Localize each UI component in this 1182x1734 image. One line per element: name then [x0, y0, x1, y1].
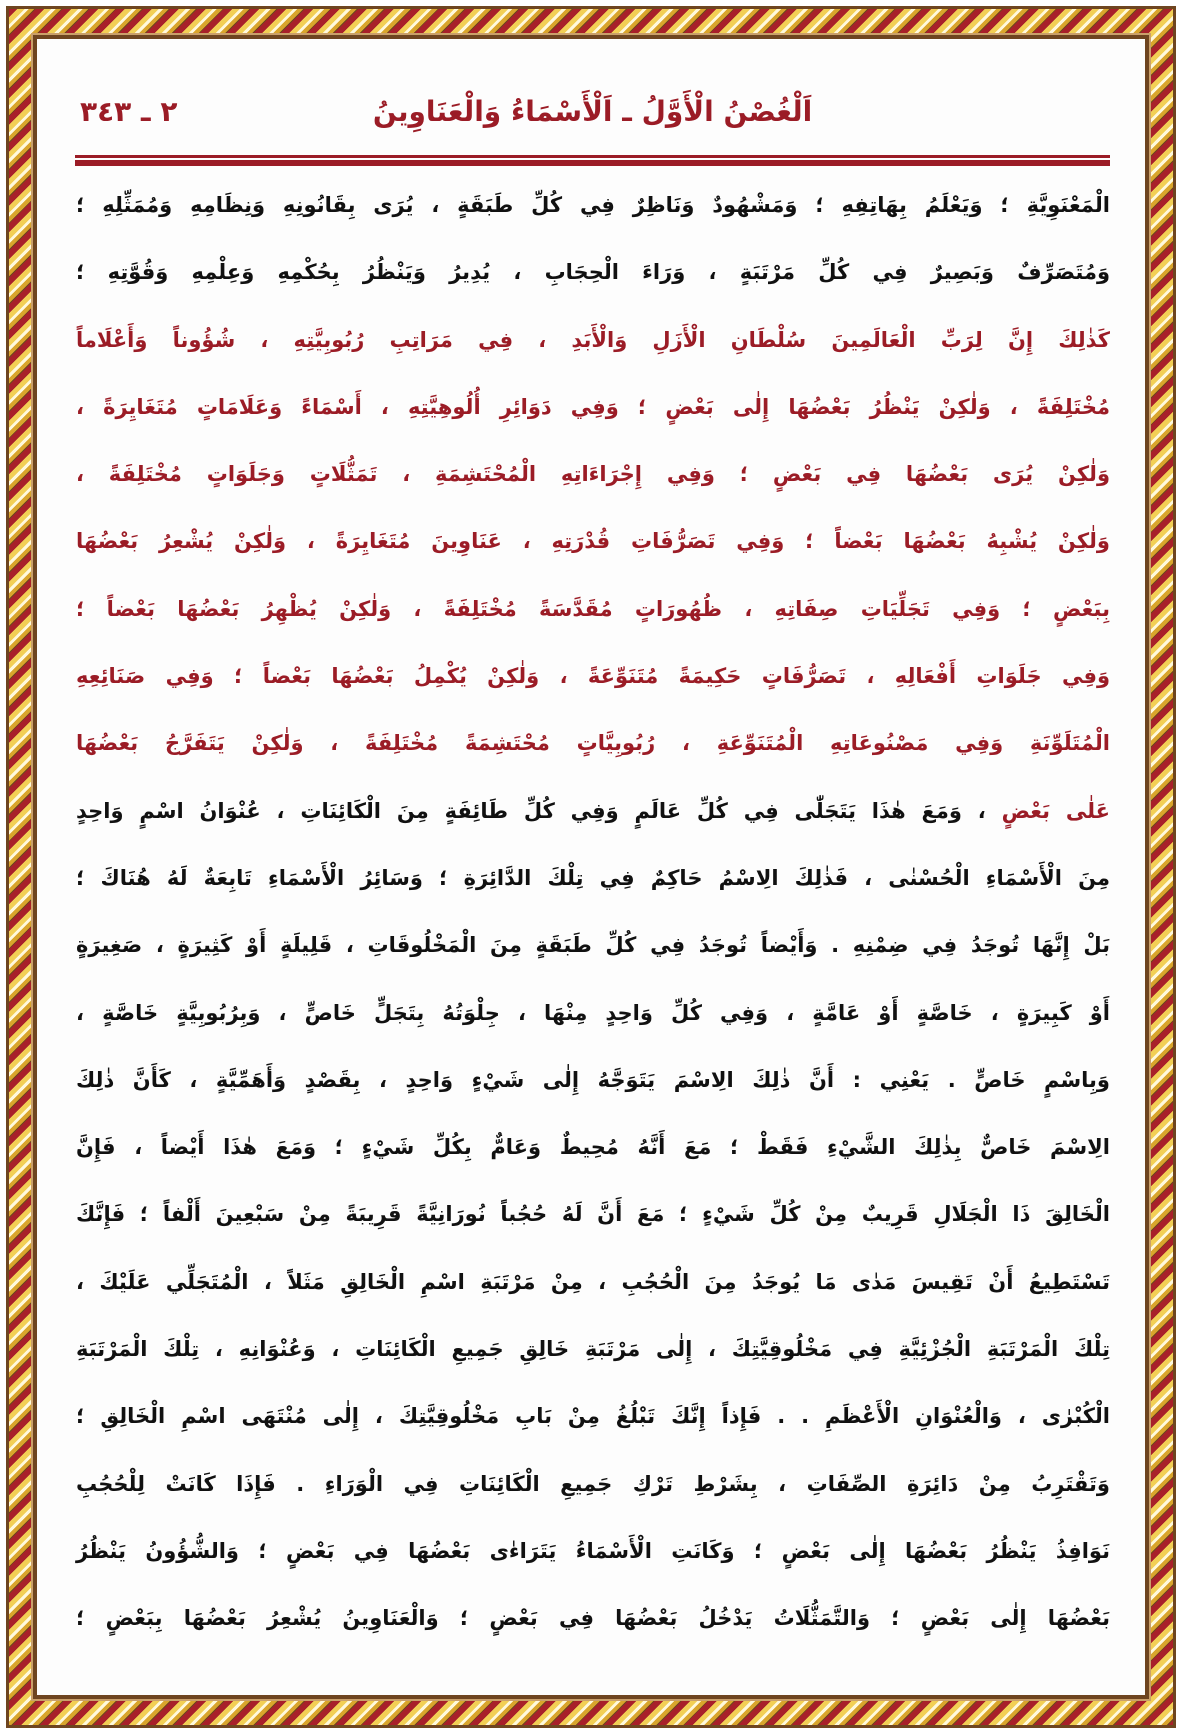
text-line [76, 1451, 1110, 1518]
text-segment: بَعْضُهَا إِلٰى بَعْضٍ ؛ وَالتَّمَثُّلَاتُ يَدْخُلُ بَعْضُهَا فِي بَعْضٍ ؛ وَالْعَنَاوِينُ يُشْعِرُ بَعْضُهَا بِبَعْضٍ ؛ [76, 1606, 1110, 1631]
text-line [76, 1047, 1110, 1114]
text-segment: أَوْ كَبِيرَةٍ ، خَاصَّةٍ أَوْ عَامَّةٍ ، وَفِي كُلِّ وَاحِدٍ مِنْهَا ، جِلْوَتُهُ بِتَجَلٍّ خَاصٍّ ، وَبِرُبُوبِيَّةٍ خَاصَّةٍ ، [76, 1000, 1110, 1025]
text-line [76, 172, 1110, 239]
highlighted-text: بِبَعْضٍ ؛ وَفِي تَجَلِّيَاتِ صِفَاتِهِ ، ظُهُورَاتٍ مُقَدَّسَةً مُخْتَلِفَةً ، وَلٰكِنْ يُظْهِرُ بَعْضُهَا بَعْضاً ؛ [76, 596, 1110, 621]
text-segment: وَمُتَصَرِّفٌ وَبَصِيرٌ فِي كُلِّ مَرْتَبَةٍ ، وَرَاءَ الْحِجَابِ ، يُدِيرُ وَيَنْظُرُ بِحُكْمِهِ وَعِلْمِهِ وَقُوَّتِهِ ؛ [76, 260, 1110, 285]
highlighted-text: وَلٰكِنْ يُشْبِهُ بَعْضُهَا بَعْضاً ؛ وَفِي تَصَرُّفَاتِ قُدْرَتِهِ ، عَنَاوِينَ مُتَغَايِرَةً ، وَلٰكِنْ يُشْعِرُ بَعْضُهَا [76, 529, 1110, 554]
text-segment: الْمَعْنَوِيَّةِ ؛ وَيَعْلَمُ بِهَاتِفِهِ ؛ وَمَشْهُودٌ وَنَاظِرٌ فِي كُلِّ طَبَقَةٍ ، يُرَى بِقَانُونِهِ وَنِظَامِهِ وَمُمَثِّلِهِ ؛ [76, 193, 1110, 217]
text-line [76, 710, 1110, 777]
text-line [76, 307, 1110, 374]
highlighted-text: وَفِي جَلَوَاتِ أَفْعَالِهِ ، تَصَرُّفَاتٍ حَكِيمَةً مُتَنَوِّعَةً ، وَلٰكِنْ يُكْمِلُ بَعْضُهَا بَعْضاً ؛ وَفِي صَنَائِعِهِ [76, 664, 1110, 689]
highlighted-text: وَلٰكِنْ يُرَى بَعْضُهَا فِي بَعْضٍ ؛ وَفِي إِجْرَاءَاتِهِ الْمُحْتَشِمَةِ ، تَمَثُّلَاتٍ وَجَلَوَاتٍ مُخْتَلِفَةً ، [76, 462, 1110, 487]
text-segment: تَسْتَطِيعُ أَنْ تَقِيسَ مَدٰى مَا يُوجَدُ مِنَ الْحُجُبِ ، مِنْ مَرْتَبَةِ اسْمِ الْخَالِقِ مَثَلاً ، الْمُتَجَلِّي عَلَيْكَ ، [76, 1269, 1110, 1294]
header-rule-thick [75, 160, 1110, 166]
text-line [76, 1181, 1110, 1248]
text-line [76, 778, 1110, 845]
text-line [76, 576, 1110, 643]
text-segment: الْخَالِقَ ذَا الْجَلَالِ قَرِيبٌ مِنْ كُلِّ شَيْءٍ ؛ مَعَ أَنَّ لَهُ حُجُباً نُورَانِيَّةً قَرِيبَةً مِنْ سَبْعِينَ أَلْفاً ؛ فَإِنَّكَ [76, 1202, 1110, 1227]
text-line [76, 441, 1110, 508]
highlighted-text: مُخْتَلِفَةً ، وَلٰكِنْ يَنْظُرُ بَعْضُهَا إِلٰى بَعْضٍ ؛ وَفِي دَوَائِرِ أُلُوهِيَّتِهِ ، أَسْمَاءً وَعَلَامَاتٍ مُتَغَايِرَةً ، [76, 394, 1110, 419]
page-header [75, 95, 1110, 150]
text-line [76, 1585, 1110, 1652]
text-segment: مِنَ الْأَسْمَاءِ الْحُسْنٰى ، فَذٰلِكَ الِاسْمُ حَاكِمٌ فِي تِلْكَ الدَّائِرَةِ ؛ وَسَائِرُ الْأَسْمَاءِ تَابِعَةٌ لَهُ هُنَاكَ ؛ [76, 865, 1110, 890]
text-segment: بَلْ إِنَّهَا تُوجَدُ فِي ضِمْنِهِ . وَأَيْضاً تُوجَدُ فِي كُلِّ طَبَقَةٍ مِنَ الْمَخْلُوقَاتِ ، قَلِيلَةٍ أَوْ كَثِيرَةٍ ، صَغِيرَةٍ [76, 933, 1110, 958]
text-line [76, 508, 1110, 575]
text-segment: تِلْكَ الْمَرْتَبَةِ الْجُزْئِيَّةِ فِي مَخْلُوقِيَّتِكَ ، إِلٰى مَرْتَبَةِ خَالِقِ جَمِيعِ الْكَائِنَاتِ ، وَعُنْوَانِهِ ، تِلْكَ الْمَرْتَبَةِ [76, 1337, 1110, 1362]
page-number: ٢ ـ ٣٤٣ [80, 95, 178, 128]
text-line [76, 239, 1110, 306]
highlighted-text: كَذٰلِكَ إِنَّ لِرَبِّ الْعَالَمِينَ سُلْطَانِ الْأَزَلِ وَالْأَبَدِ ، فِي مَرَاتِبِ رُبُوبِيَّتِهِ ، شُؤُوناً وَأَعْلَاماً [76, 327, 1110, 352]
text-segment: الْكُبْرٰى ، وَالْعُنْوَانِ الْأَعْظَمِ . . فَإِذاً إِنَّكَ تَبْلُغُ مِنْ بَابِ مَخْلُوقِيَّتِكَ ، إِلٰى مُنْتَهَى اسْمِ الْخَالِقِ ؛ [76, 1404, 1110, 1429]
text-line [76, 845, 1110, 912]
text-line [76, 1249, 1110, 1316]
text-line [76, 1383, 1110, 1450]
highlighted-text: الْمُتَلَوِّنَةِ وَفِي مَصْنُوعَاتِهِ الْمُتَنَوِّعَةِ ، رُبُوبِيَّاتٍ مُحْتَشِمَةً مُخْتَلِفَةً ، وَلٰكِنْ يَتَفَرَّجُ بَعْضُهَا [76, 731, 1110, 756]
text-segment: ، وَمَعَ هٰذَا يَتَجَلّٰى فِي كُلِّ عَالَمٍ وَفِي كُلِّ طَائِفَةٍ مِنَ الْكَائِنَاتِ ، عُنْوَانُ اسْمٍ وَاحِدٍ [76, 798, 1002, 823]
text-line [76, 912, 1110, 979]
body-text [76, 172, 1110, 1653]
chapter-title: اَلْغُصْنُ الْأَوَّلُ ـ اَلْأَسْمَاءُ وَالْعَنَاوِينُ [372, 95, 813, 128]
text-line [76, 980, 1110, 1047]
text-line [76, 374, 1110, 441]
text-line [76, 1518, 1110, 1585]
text-segment: وَتَقْتَرِبُ مِنْ دَائِرَةِ الصِّفَاتِ ، بِشَرْطِ تَرْكِ جَمِيعِ الْكَائِنَاتِ فِي الْوَرَاءِ . فَإِذَا كَانَتْ لِلْحُجُبِ [76, 1471, 1110, 1496]
header-rule-thin [75, 155, 1110, 158]
text-segment: وَبِاسْمٍ خَاصٍّ . يَعْنِي : أَنَّ ذٰلِكَ الِاسْمَ يَتَوَجَّهُ إِلٰى شَيْءٍ وَاحِدٍ ، بِقَصْدٍ وَأَهَمِّيَّةٍ ، كَأَنَّ ذٰلِكَ [76, 1067, 1110, 1092]
text-segment: الِاسْمَ خَاصٌّ بِذٰلِكَ الشَّيْءِ فَقَطْ ؛ مَعَ أَنَّهُ مُحِيطٌ وَعَامٌّ بِكُلِّ شَيْءٍ ؛ وَمَعَ هٰذَا أَيْضاً ، فَإِنَّ [76, 1135, 1110, 1160]
text-line [76, 643, 1110, 710]
text-line [76, 1114, 1110, 1181]
text-line [76, 1316, 1110, 1383]
highlighted-text: عَلٰى بَعْضٍ [1001, 798, 1111, 823]
text-segment: نَوَافِذُ يَنْظُرُ بَعْضُهَا إِلٰى بَعْضٍ ؛ وَكَانَتِ الْأَسْمَاءُ يَتَرَاءٰى بَعْضُهَا فِي بَعْضٍ ؛ وَالشُّؤُونُ يَنْظُرُ [76, 1538, 1110, 1563]
